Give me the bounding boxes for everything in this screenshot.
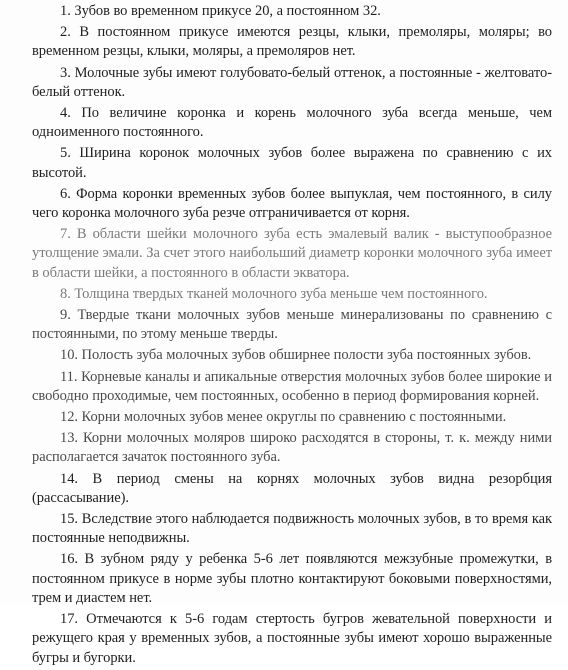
- paragraph-11: 11. Корневые каналы и апикальные отверстия молочных зубов более широкие и свободно проходимые, чем постоянных, особенно в период формирования корней.: [32, 368, 552, 404]
- document-body: [32, 2, 552, 670]
- paragraph-8: 8. Толщина твердых тканей молочного зуба меньше чем постоянного.: [60, 285, 488, 302]
- paragraph-15: 15. Вследствие этого наблюдается подвижность молочных зубов, в то время как постоянные неподвижны.: [32, 511, 552, 547]
- paragraph-2: 2. В постоянном прикусе имеются резцы, клыки, премоляры, моляры; во временном резцы, клыки, моляры, а премоляров нет.: [32, 24, 552, 60]
- paragraph-10: 10. Полость зуба молочных зубов обширнее полости зуба постоянных зубов.: [60, 347, 532, 364]
- paragraph-9: 9. Твердые ткани молочных зубов меньше минерализованы по сравнению с постоянными, по этому меньше тверды.: [32, 307, 552, 343]
- paragraph-3: 3. Молочные зубы имеют голубовато-белый оттенок, а постоянные - желтовато-белый оттенок.: [32, 64, 552, 100]
- paragraph-17: 17. Отмечаются к 5-6 годам стертость бугров жевательной поверхности и режущего края у временных зубов, а постоянные зубы имеют хорошо выраженные бугры и бугорки.: [32, 611, 552, 666]
- paragraph-12: 12. Корни молочных зубов менее округлы по сравнению с постоянными.: [60, 409, 507, 426]
- paragraph-16: 16. В зубном ряду у ребенка 5-6 лет появляются межзубные промежутки, в постоянном прикусе в норме зубы плотно контактируют боковыми поверхностями, трем и диастем нет.: [32, 551, 552, 606]
- paragraph-7: 7. В области шейки молочного зуба есть эмалевый валик - выступообразное утолщение эмали. За счет этого наибольший диаметр коронки молочного зуба имеет в области шейки, а постоянного в области экватора.: [32, 226, 552, 281]
- paragraph-6: 6. Форма коронки временных зубов более выпуклая, чем постоянного, в силу чего коронка молочного зуба резче отграничивается от корня.: [32, 185, 552, 222]
- paragraph-13: 13. Корни молочных моляров широко расходятся в стороны, т. к. между ними располагается зачаток постоянного зуба.: [32, 430, 552, 466]
- paragraph-5: 5. Ширина коронок молочных зубов более выражена по сравнению с их высотой.: [32, 145, 552, 181]
- paragraph-1: 1. Зубов во временном прикусе 20, а постоянном 32.: [60, 3, 381, 19]
- paragraph-14: 14. В период смены на корнях молочных зубов видна резорбция (рассасывание).: [32, 470, 552, 506]
- paragraph-4: 4. По величине коронка и корень молочного зуба всегда меньше, чем одноименного постоянного.: [32, 105, 552, 141]
